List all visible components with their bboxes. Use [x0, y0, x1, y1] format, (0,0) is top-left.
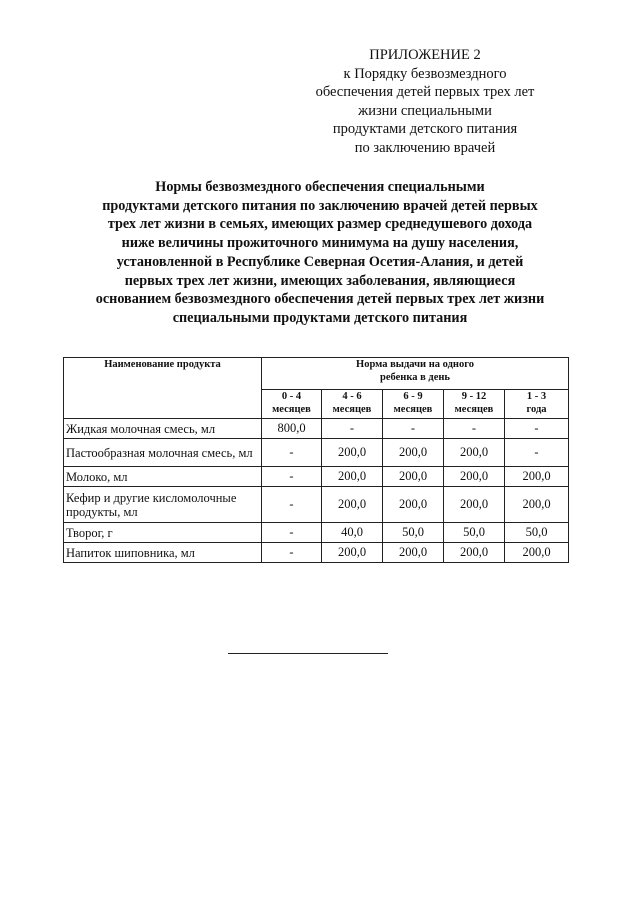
age-group-header: [444, 390, 505, 419]
appendix-line: продуктами детского питания: [332, 121, 518, 138]
document-title: [40, 178, 600, 328]
age-range: 6 - 9: [403, 391, 423, 402]
norm-value: 200,0: [444, 543, 505, 563]
age-unit: года: [526, 404, 547, 415]
norm-value: 200,0: [444, 439, 505, 467]
norm-value: 200,0: [383, 487, 444, 523]
norm-value: -: [262, 467, 322, 487]
age-unit: месяцев: [454, 404, 494, 415]
age-group-header: [383, 390, 444, 419]
age-group-header: [322, 390, 383, 419]
product-name: [64, 543, 262, 563]
product-name: [64, 523, 262, 543]
norm-value: -: [505, 419, 569, 439]
norms-table: [63, 357, 569, 563]
norm-value: -: [383, 419, 444, 439]
norm-value: -: [262, 487, 322, 523]
product-name: [64, 487, 262, 523]
appendix-line: по заключению врачей: [354, 139, 496, 156]
product-name-line: продукты, мл: [66, 504, 138, 519]
norm-value: 200,0: [505, 467, 569, 487]
product-name-line: Напиток шиповника, мл: [66, 545, 195, 560]
title-line: установленной в Республике Северная Осетия-Алания, и детей: [116, 253, 524, 270]
norm-header-line: ребенка в день: [380, 372, 450, 383]
norm-value: 50,0: [505, 523, 569, 543]
appendix-line: обеспечения детей первых трех лет: [315, 84, 535, 101]
product-name: [64, 419, 262, 439]
norm-value: 200,0: [383, 439, 444, 467]
age-range: 9 - 12: [461, 391, 487, 402]
table-row: [64, 543, 569, 563]
norm-value: 200,0: [444, 487, 505, 523]
appendix-line: к Порядку безвозмездного: [343, 65, 507, 82]
table-row: [64, 523, 569, 543]
norm-value: -: [262, 543, 322, 563]
norm-value: -: [444, 419, 505, 439]
title-line: специальными продуктами детского питания: [172, 309, 468, 326]
product-name-line: Творог, г: [66, 525, 113, 540]
norm-value: 50,0: [444, 523, 505, 543]
title-line: ниже величины прожиточного минимума на душу населения,: [121, 235, 519, 252]
age-range: 0 - 4: [281, 391, 302, 402]
age-unit: месяцев: [272, 404, 311, 415]
title-line: основанием безвозмездного обеспечения детей первых трех лет жизни: [95, 291, 545, 308]
norm-value: 200,0: [444, 467, 505, 487]
norm-value: 200,0: [383, 543, 444, 563]
norm-value: 200,0: [505, 543, 569, 563]
table-row: [64, 419, 569, 439]
product-name-line: Кефир и другие кисломолочные: [66, 490, 237, 505]
norm-value: 50,0: [383, 523, 444, 543]
product-column-header: Наименование продукта: [64, 358, 262, 419]
norm-header-line: Норма выдачи на одного: [356, 359, 474, 370]
age-group-header: [262, 390, 322, 419]
product-name-line: Молоко, мл: [66, 469, 128, 484]
norm-value: -: [505, 439, 569, 467]
title-line: трех лет жизни в семьях, имеющих размер среднедушевого дохода: [107, 216, 533, 233]
end-of-document-rule: [228, 653, 388, 654]
table-row: [64, 439, 569, 467]
table-row: [64, 487, 569, 523]
appendix-number: ПРИЛОЖЕНИЕ 2: [369, 47, 481, 63]
norm-value: 200,0: [505, 487, 569, 523]
product-name-line: Пастообразная молочная смесь, мл: [66, 445, 253, 460]
title-line: Нормы безвозмездного обеспечения специальными: [155, 179, 485, 195]
age-group-header: [505, 390, 569, 419]
product-name: [64, 439, 262, 467]
norm-value: -: [322, 419, 383, 439]
norm-value: -: [262, 523, 322, 543]
age-range: 4 - 6: [342, 391, 362, 402]
product-name-line: Жидкая молочная смесь, мл: [66, 421, 216, 436]
norm-value: 200,0: [383, 467, 444, 487]
product-name: [64, 467, 262, 487]
age-unit: месяцев: [393, 404, 433, 415]
norm-value: -: [262, 439, 322, 467]
age-range: 1 - 3: [526, 391, 547, 402]
norm-value: 200,0: [322, 439, 383, 467]
norm-value: 200,0: [322, 543, 383, 563]
norm-value: 200,0: [322, 487, 383, 523]
age-unit: месяцев: [332, 404, 372, 415]
title-line: продуктами детского питания по заключению врачей детей первых: [102, 197, 538, 214]
norm-column-header: [262, 358, 569, 390]
appendix-header: [300, 46, 550, 158]
norm-value: 800,0: [262, 419, 322, 439]
norm-value: 40,0: [322, 523, 383, 543]
appendix-line: жизни специальными: [358, 102, 492, 119]
table-row: [64, 467, 569, 487]
title-line: первых трех лет жизни, имеющих заболевания, являющиеся: [124, 272, 516, 289]
norm-value: 200,0: [322, 467, 383, 487]
